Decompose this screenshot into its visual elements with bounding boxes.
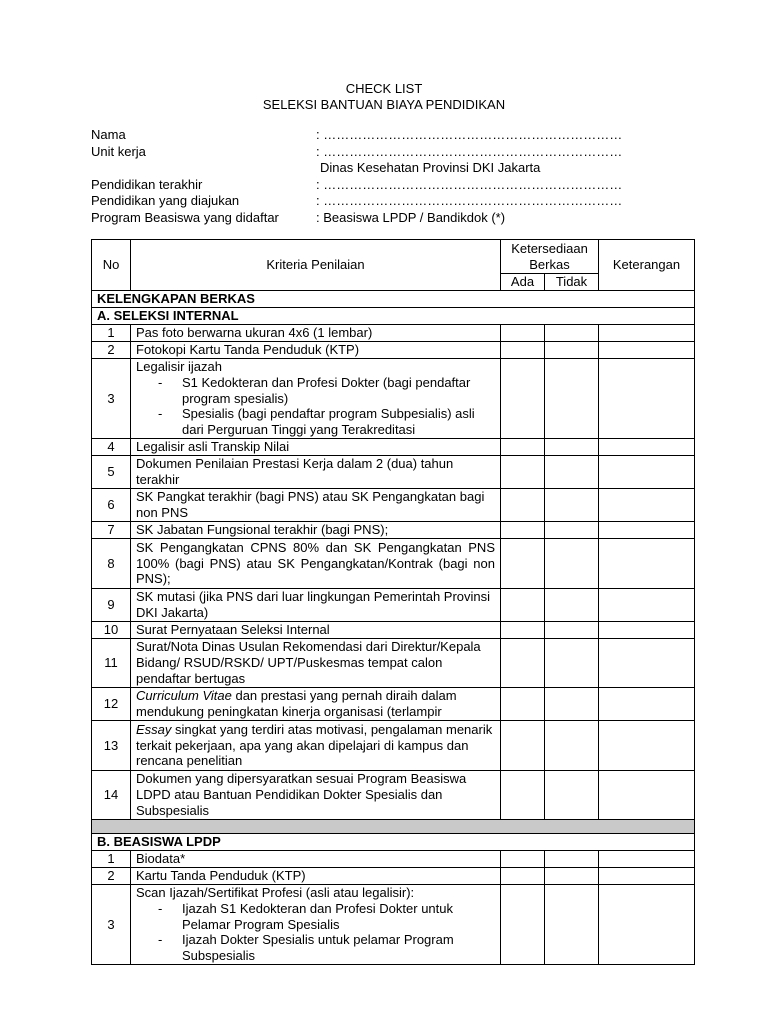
- checkbox-tidak[interactable]: [545, 522, 599, 539]
- notes-cell[interactable]: [599, 522, 695, 539]
- info-label: Pendidikan yang diajukan: [91, 193, 240, 208]
- checkbox-ada[interactable]: [501, 885, 545, 965]
- criteria-subitem: [136, 375, 495, 407]
- checkbox-tidak[interactable]: [545, 589, 599, 622]
- header-tidak: Tidak: [545, 274, 599, 291]
- checkbox-ada[interactable]: [501, 539, 545, 589]
- row-criteria: [131, 885, 501, 965]
- info-value: : Beasiswa LPDP / Bandikdok (*): [316, 209, 506, 225]
- row-criteria: [131, 688, 501, 721]
- row-criteria: [131, 721, 501, 771]
- criteria-italic: Curriculum Vitae: [136, 688, 232, 704]
- header-notes: Keterangan: [599, 240, 695, 291]
- bullet-dash: -: [158, 374, 163, 390]
- row-criteria: SK mutasi (jika PNS dari luar lingkungan Pemerintah Provinsi DKI Jakarta): [131, 589, 501, 622]
- row-number: 13: [92, 721, 131, 771]
- row-criteria: Surat/Nota Dinas Usulan Rekomendasi dari Direktur/Kepala Bidang/ RSUD/RSKD/ UPT/Puskesmas tempat calon pendaftar bertugas: [131, 639, 501, 688]
- document-subtitle: SELEKSI BANTUAN BIAYA PENDIDIKAN: [262, 97, 506, 112]
- notes-cell[interactable]: [599, 439, 695, 456]
- checkbox-ada[interactable]: [501, 325, 545, 342]
- info-label: Nama: [91, 127, 126, 142]
- table-row: [92, 639, 695, 688]
- table-row: [92, 439, 695, 456]
- checkbox-tidak[interactable]: [545, 456, 599, 489]
- header-ada: Ada: [501, 274, 545, 291]
- subitem-text: S1 Kedokteran dan Profesi Dokter (bagi pendaftar program spesialis): [182, 374, 471, 406]
- row-number: 4: [92, 439, 131, 456]
- notes-cell[interactable]: [599, 851, 695, 868]
- checkbox-ada[interactable]: [501, 688, 545, 721]
- row-criteria: Dokumen Penilaian Prestasi Kerja dalam 2 (dua) tahun terakhir: [131, 456, 501, 489]
- row-number: 14: [92, 771, 131, 820]
- checkbox-tidak[interactable]: [545, 851, 599, 868]
- row-criteria: [131, 359, 501, 439]
- notes-cell[interactable]: [599, 489, 695, 522]
- checkbox-tidak[interactable]: [545, 539, 599, 589]
- row-number: 12: [92, 688, 131, 721]
- checkbox-ada[interactable]: [501, 489, 545, 522]
- checkbox-tidak[interactable]: [545, 439, 599, 456]
- info-value: Dinas Kesehatan Provinsi DKI Jakarta: [320, 160, 541, 175]
- row-number: 5: [92, 456, 131, 489]
- notes-cell[interactable]: [599, 885, 695, 965]
- bullet-dash: -: [158, 406, 163, 422]
- table-row: [92, 456, 695, 489]
- criteria-subitem: [136, 932, 495, 964]
- table-row: [92, 885, 695, 965]
- checkbox-ada[interactable]: [501, 622, 545, 639]
- table-row: [92, 851, 695, 868]
- row-number: 3: [92, 885, 131, 965]
- bullet-dash: -: [158, 900, 163, 916]
- notes-cell[interactable]: [599, 539, 695, 589]
- section-kelengkapan-berkas: KELENGKAPAN BERKAS: [92, 291, 695, 308]
- info-value: : ……………………………………………………………: [316, 193, 623, 208]
- row-criteria: Dokumen yang dipersyaratkan sesuai Program Beasiswa LDPD atau Bantuan Pendidikan Dokter Spesialis dan Subspesialis: [131, 771, 501, 820]
- table-row: [92, 721, 695, 771]
- notes-cell[interactable]: [599, 325, 695, 342]
- row-criteria: SK Pengangkatan CPNS 80% dan SK Pengangkatan PNS 100% (bagi PNS) atau SK Pengangkatan/Kontrak (bagi non PNS);: [131, 539, 501, 589]
- row-number: 9: [92, 589, 131, 622]
- header-availability-line2: Berkas: [529, 256, 570, 272]
- row-number: 6: [92, 489, 131, 522]
- row-criteria: SK Jabatan Fungsional terakhir (bagi PNS);: [131, 522, 501, 539]
- row-number: 1: [92, 851, 131, 868]
- row-number: 2: [92, 342, 131, 359]
- criteria-main: Scan Ijazah/Sertifikat Profesi (asli atau legalisir):: [136, 885, 415, 900]
- checkbox-tidak[interactable]: [545, 771, 599, 820]
- header-availability: [501, 240, 599, 274]
- info-value: : ……………………………………………………………: [316, 127, 623, 142]
- row-criteria: Pas foto berwarna ukuran 4x6 (1 lembar): [131, 325, 501, 342]
- notes-cell[interactable]: [599, 589, 695, 622]
- checkbox-ada[interactable]: [501, 868, 545, 885]
- info-label: Unit kerja: [91, 143, 146, 159]
- criteria-text: dan prestasi yang pernah diraih dalam mendukung peningkatan kinerja organisasi (terlampir: [136, 688, 457, 719]
- criteria-subitem: [136, 406, 495, 438]
- row-criteria: SK Pangkat terakhir (bagi PNS) atau SK Pengangkatan bagi non PNS: [131, 489, 501, 522]
- divider-cell: [92, 820, 695, 834]
- table-row: [92, 342, 695, 359]
- notes-cell[interactable]: [599, 622, 695, 639]
- subitem-text: Spesialis (bagi pendaftar program Subpesialis) asli dari Perguruan Tinggi yang Terakreditasi: [182, 406, 475, 438]
- checkbox-ada[interactable]: [501, 522, 545, 539]
- table-row: [92, 589, 695, 622]
- section-seleksi-internal: A. SELEKSI INTERNAL: [92, 308, 695, 325]
- criteria-text: singkat yang terdiri atas motivasi, pengalaman menarik terkait pekerjaan, apa yang akan dipelajari di kampus dan rencana penelitian: [136, 721, 493, 769]
- checkbox-tidak[interactable]: [545, 359, 599, 439]
- criteria-italic: Essay: [136, 721, 172, 737]
- row-criteria: Kartu Tanda Penduduk (KTP): [131, 868, 501, 885]
- row-criteria: Fotokopi Kartu Tanda Penduduk (KTP): [131, 342, 501, 359]
- checkbox-tidak[interactable]: [545, 622, 599, 639]
- checkbox-ada[interactable]: [501, 771, 545, 820]
- checkbox-tidak[interactable]: [545, 325, 599, 342]
- header-no: No: [92, 240, 131, 291]
- row-number: 8: [92, 539, 131, 589]
- checkbox-tidak[interactable]: [545, 639, 599, 688]
- checkbox-ada[interactable]: [501, 439, 545, 456]
- notes-cell[interactable]: [599, 342, 695, 359]
- row-criteria: Legalisir asli Transkip Nilai: [131, 439, 501, 456]
- section-divider: [92, 820, 695, 834]
- notes-cell[interactable]: [599, 639, 695, 688]
- checkbox-tidak[interactable]: [545, 342, 599, 359]
- info-value: : ……………………………………………………………: [316, 176, 623, 192]
- checkbox-ada[interactable]: [501, 456, 545, 489]
- subitem-text: Ijazah Dokter Spesialis untuk pelamar Program Subspesialis: [182, 932, 454, 964]
- notes-cell[interactable]: [599, 456, 695, 489]
- row-number: 10: [92, 622, 131, 639]
- table-row: [92, 771, 695, 820]
- notes-cell[interactable]: [599, 771, 695, 820]
- row-number: 11: [92, 639, 131, 688]
- bullet-dash: -: [158, 932, 163, 948]
- subitem-text: Ijazah S1 Kedokteran dan Profesi Dokter untuk Pelamar Program Spesialis: [182, 900, 453, 932]
- checkbox-tidak[interactable]: [545, 688, 599, 721]
- notes-cell[interactable]: [599, 688, 695, 721]
- checkbox-tidak[interactable]: [545, 885, 599, 965]
- header-availability-line1: Ketersediaan: [511, 240, 588, 256]
- table-row: [92, 868, 695, 885]
- criteria-main: Legalisir ijazah: [136, 359, 222, 374]
- row-criteria: Surat Pernyataan Seleksi Internal: [131, 622, 501, 639]
- info-label: Program Beasiswa yang didaftar: [91, 209, 279, 225]
- table-row: [92, 688, 695, 721]
- notes-cell[interactable]: [599, 868, 695, 885]
- table-row: [92, 522, 695, 539]
- row-number: 7: [92, 522, 131, 539]
- checklist-table: [91, 239, 695, 965]
- checkbox-ada[interactable]: [501, 359, 545, 439]
- checkbox-ada[interactable]: [501, 851, 545, 868]
- row-number: 3: [92, 359, 131, 439]
- checkbox-tidak[interactable]: [545, 868, 599, 885]
- section-beasiswa-lpdp: B. BEASISWA LPDP: [92, 834, 695, 851]
- info-label: Pendidikan terakhir: [91, 176, 203, 192]
- row-criteria: Biodata*: [131, 851, 501, 868]
- table-row: [92, 489, 695, 522]
- notes-cell[interactable]: [599, 721, 695, 771]
- checkbox-tidak[interactable]: [545, 489, 599, 522]
- notes-cell[interactable]: [599, 359, 695, 439]
- info-value: : ……………………………………………………………: [316, 143, 623, 159]
- checkbox-ada[interactable]: [501, 589, 545, 622]
- row-number: 1: [92, 325, 131, 342]
- checkbox-ada[interactable]: [501, 639, 545, 688]
- table-row: [92, 359, 695, 439]
- checkbox-tidak[interactable]: [545, 721, 599, 771]
- header-criteria: Kriteria Penilaian: [131, 240, 501, 291]
- row-number: 2: [92, 868, 131, 885]
- table-row: [92, 622, 695, 639]
- document-title: CHECK LIST: [345, 81, 423, 96]
- table-row: [92, 539, 695, 589]
- criteria-subitem: [136, 901, 495, 933]
- table-row: [92, 325, 695, 342]
- checkbox-ada[interactable]: [501, 721, 545, 771]
- checkbox-ada[interactable]: [501, 342, 545, 359]
